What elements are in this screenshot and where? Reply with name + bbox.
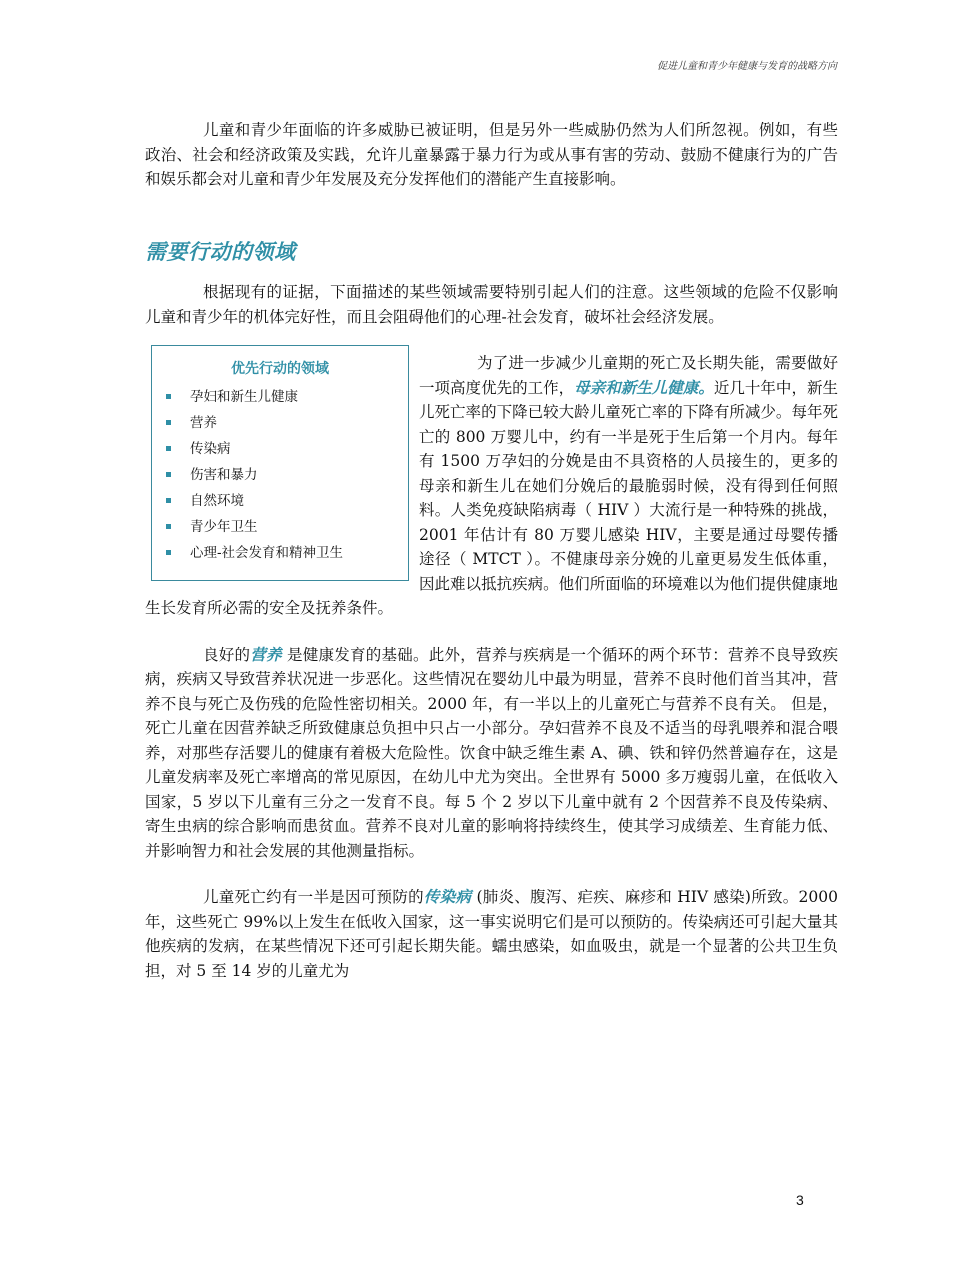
priority-area-item xyxy=(166,410,408,436)
nutrition-emphasis: 营养 xyxy=(250,645,282,664)
priority-areas-title: 优先行动的领域 xyxy=(231,361,329,377)
priority-area-label: 自然环境 xyxy=(190,493,244,509)
square-bullet-icon xyxy=(166,420,171,425)
maternal-health-emphasis: 母亲和新生儿健康。 xyxy=(574,378,714,397)
square-bullet-icon xyxy=(166,446,171,451)
nutrition-text-body: 是健康发育的基础。此外，营养与疾病是一个循环的两个环节：营养不良导致疾病，疾病又导致营养状况进一步恶化。这些情况在婴幼儿中最为明显，营养不良时他们首当其冲，营养不良与死亡及伤残的危险性密切相关。2000 年，有一半以上的儿童死亡与营养不良有关。 但是，死亡儿童在因营养缺乏所致健康总负担中只占一小部分。孕妇营养不良及不适当的母乳喂养和混合喂养，对那些存活婴儿的健康有着极大危险性。饮食中缺乏维生素 A、碘、铁和锌仍然普遍存在，这是儿童发病率及死亡率增高的常见原因，在幼儿中尤为突出。全世界有 5000 多万瘦弱儿童，在低收入国家，5 岁以下儿童有三分之一发育不良。每 5 个 2 岁以下儿童中就有 2 个因营养不良及传染病、寄生虫病的综合影响而患贫血。营养不良对儿童的影响将持续终生，使其学习成绩差、生育能力低、并影响智力和社会发展的其他测量指标。 xyxy=(145,645,838,860)
square-bullet-icon xyxy=(166,550,171,555)
priority-areas-box xyxy=(151,345,409,581)
priority-area-item xyxy=(166,462,408,488)
priority-area-item xyxy=(166,514,408,540)
priority-area-label: 青少年卫生 xyxy=(190,519,258,535)
priority-area-item xyxy=(166,384,408,410)
maternal-text-body: 近几十年中，新生儿死亡率的下降已较大龄儿童死亡率的下降有所减少。每年死亡的 800 万婴儿中，约有一半是死于生后第一个月内。每年有 1500 万孕妇的分娩是由不具资格的人员接生的，更多的母亲和新生儿在她们分娩后的最脆弱时候，没有得到任何照料。人类免疫缺陷病毒（ HIV ）大流行是一种特殊的挑战，2001 年估计有 80 万婴儿感染 HIV，主要是通过母婴传播途径（ MTCT ）。不健康母亲分娩的儿童更易发生低体重，因此难以抵抗疾病。他们所面临的环境难以为他们提供健康地生长发育所必需的安全及抚养条件。 xyxy=(145,378,838,617)
priority-areas-list xyxy=(152,384,408,566)
paragraph-infectious-disease xyxy=(145,885,838,983)
page-content xyxy=(145,118,838,983)
paragraph-evidence: 根据现有的证据，下面描述的某些领域需要特别引起人们的注意。这些领域的危险不仅影响儿童和青少年的机体完好性，而且会阻碍他们的心理-社会发育，破坏社会经济发展。 xyxy=(145,283,838,326)
square-bullet-icon xyxy=(166,394,171,399)
paragraph-threats: 儿童和青少年面临的许多威胁已被证明，但是另外一些威胁仍然为人们所忽视。例如，有些政治、社会和经济政策及实践，允许儿童暴露于暴力行为或从事有害的劳动、鼓励不健康行为的广告和娱乐都会对儿童和青少年发展及充分发挥他们的潜能产生直接影响。 xyxy=(145,121,838,188)
priority-area-label: 心理-社会发育和精神卫生 xyxy=(190,545,344,561)
page-number: 3 xyxy=(796,1192,804,1208)
priority-area-label: 伤害和暴力 xyxy=(190,467,258,483)
running-header: 促进儿童和青少年健康与发育的战略方向 xyxy=(657,61,837,72)
maternal-text-intro: 为了进一步减少儿童期的死亡及长期失能，需要做好一项高度优先的工作， xyxy=(419,354,838,397)
section-heading: 需要行动的领域 xyxy=(145,239,296,264)
infectious-text-body: (肺炎、腹泻、疟疾、麻疹和 HIV 感染)所致。2000 年，这些死亡 99%以上发生在低收入国家，这一事实说明它们是可以预防的。传染病还可引起大量其他疾病的发病，在某些情况下还可引起长期失能。蠕虫感染，如血吸虫，就是一个显著的公共卫生负担，对 5 至 14 岁的儿童尤为 xyxy=(145,888,838,980)
infectious-text-intro: 儿童死亡约有一半是因可预防的 xyxy=(203,888,424,906)
priority-area-item xyxy=(166,436,408,462)
priority-area-item xyxy=(166,540,408,566)
priority-area-label: 孕妇和新生儿健康 xyxy=(190,389,298,405)
infectious-disease-emphasis: 传染病 xyxy=(423,888,472,906)
square-bullet-icon xyxy=(166,472,171,477)
nutrition-text-intro: 良好的 xyxy=(203,645,251,664)
square-bullet-icon xyxy=(166,498,171,503)
paragraph-nutrition xyxy=(145,643,838,864)
square-bullet-icon xyxy=(166,524,171,529)
priority-area-label: 传染病 xyxy=(190,441,231,457)
priority-area-item xyxy=(166,488,408,514)
priority-area-label: 营养 xyxy=(190,415,217,431)
